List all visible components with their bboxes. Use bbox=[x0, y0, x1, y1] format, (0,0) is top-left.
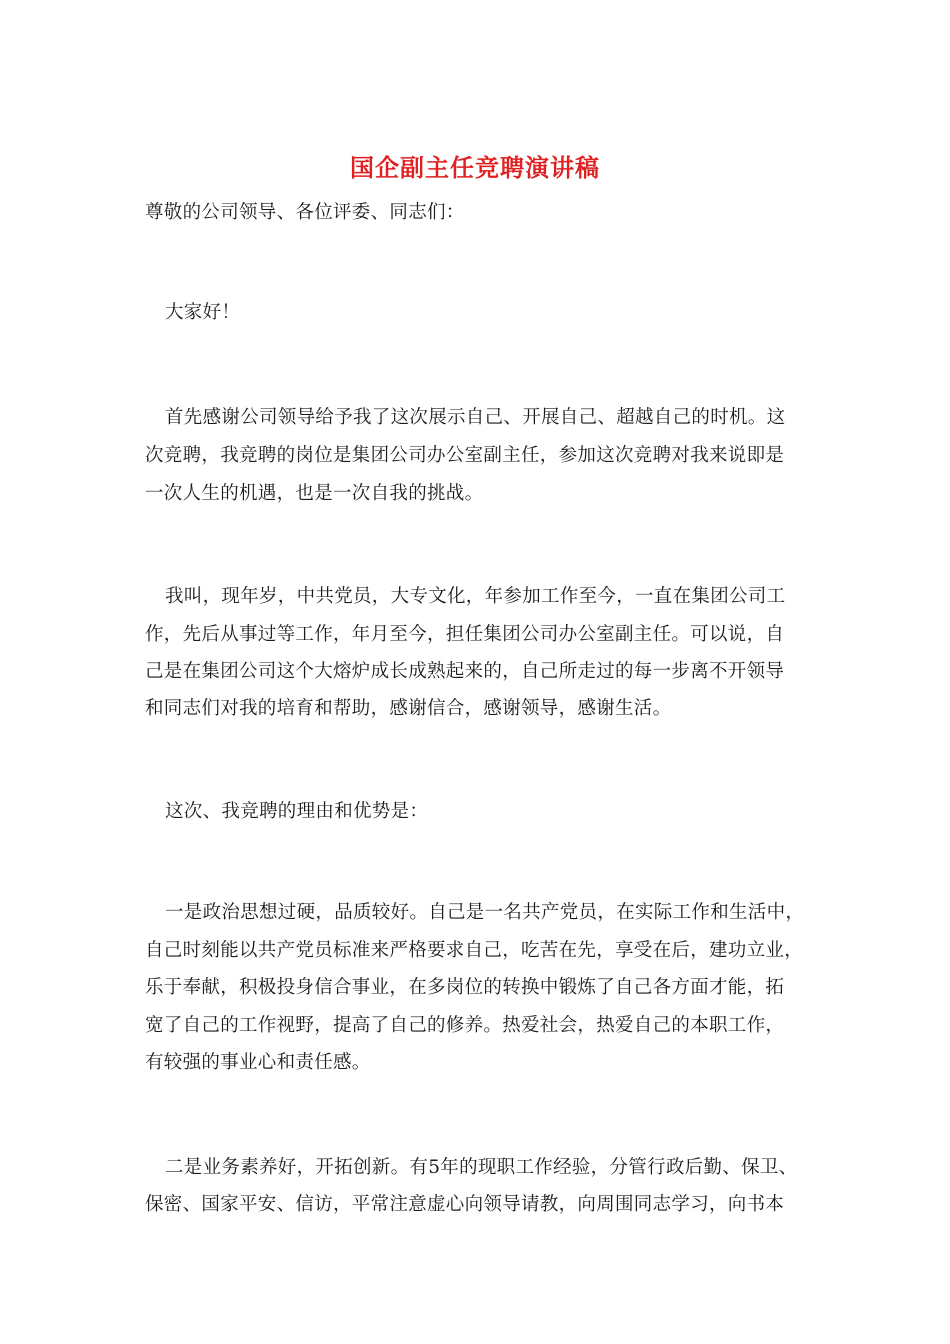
paragraph-4-line-2: 自己时刻能以共产党员标准来严格要求自己，吃苦在先，享受在后，建功立业， bbox=[145, 940, 804, 961]
salutation: 尊敬的公司领导、各位评委、同志们： bbox=[145, 202, 465, 223]
paragraph-5-line-2: 保密、国家平安、信访，平常注意虚心向领导请教，向周围同志学习，向书本 bbox=[145, 1194, 785, 1215]
greeting: 大家好！ bbox=[165, 302, 241, 323]
paragraph-5-line-1: 二是业务素养好，开拓创新。有5年的现职工作经验，分管行政后勤、保卫、 bbox=[165, 1157, 798, 1178]
paragraph-4-line-4: 宽了自己的工作视野，提高了自己的修养。热爱社会，热爱自己的本职工作， bbox=[145, 1015, 785, 1036]
paragraph-2-line-1: 我叫，现年岁，中共党员，大专文化，年参加工作至今，一直在集团公司工 bbox=[165, 586, 786, 607]
paragraph-1-line-1: 首先感谢公司领导给予我了这次展示自己、开展自己、超越自己的时机。这 bbox=[165, 407, 786, 428]
paragraph-3-line-1: 这次、我竞聘的理由和优势是： bbox=[165, 801, 429, 822]
paragraph-4-line-5: 有较强的事业心和责任感。 bbox=[145, 1052, 371, 1073]
paragraph-1-line-2: 次竞聘，我竞聘的岗位是集团公司办公室副主任，参加这次竞聘对我来说即是 bbox=[145, 445, 785, 466]
document-title: 国企副主任竞聘演讲稿 bbox=[350, 153, 600, 182]
paragraph-1-line-3: 一次人生的机遇，也是一次自我的挑战。 bbox=[145, 483, 484, 504]
paragraph-2-line-2: 作，先后从事过等工作，年月至今，担任集团公司办公室副主任。可以说，自 bbox=[145, 624, 785, 645]
paragraph-2-line-4: 和同志们对我的培育和帮助，感谢信合，感谢领导，感谢生活。 bbox=[145, 698, 672, 719]
paragraph-2-line-3: 己是在集团公司这个大熔炉成长成熟起来的，自己所走过的每一步离不开领导 bbox=[145, 661, 785, 682]
paragraph-4-line-3: 乐于奉献，积极投身信合事业，在多岗位的转换中锻炼了自己各方面才能，拓 bbox=[145, 977, 785, 998]
paragraph-4-line-1: 一是政治思想过硬，品质较好。自己是一名共产党员，在实际工作和生活中， bbox=[165, 902, 805, 923]
